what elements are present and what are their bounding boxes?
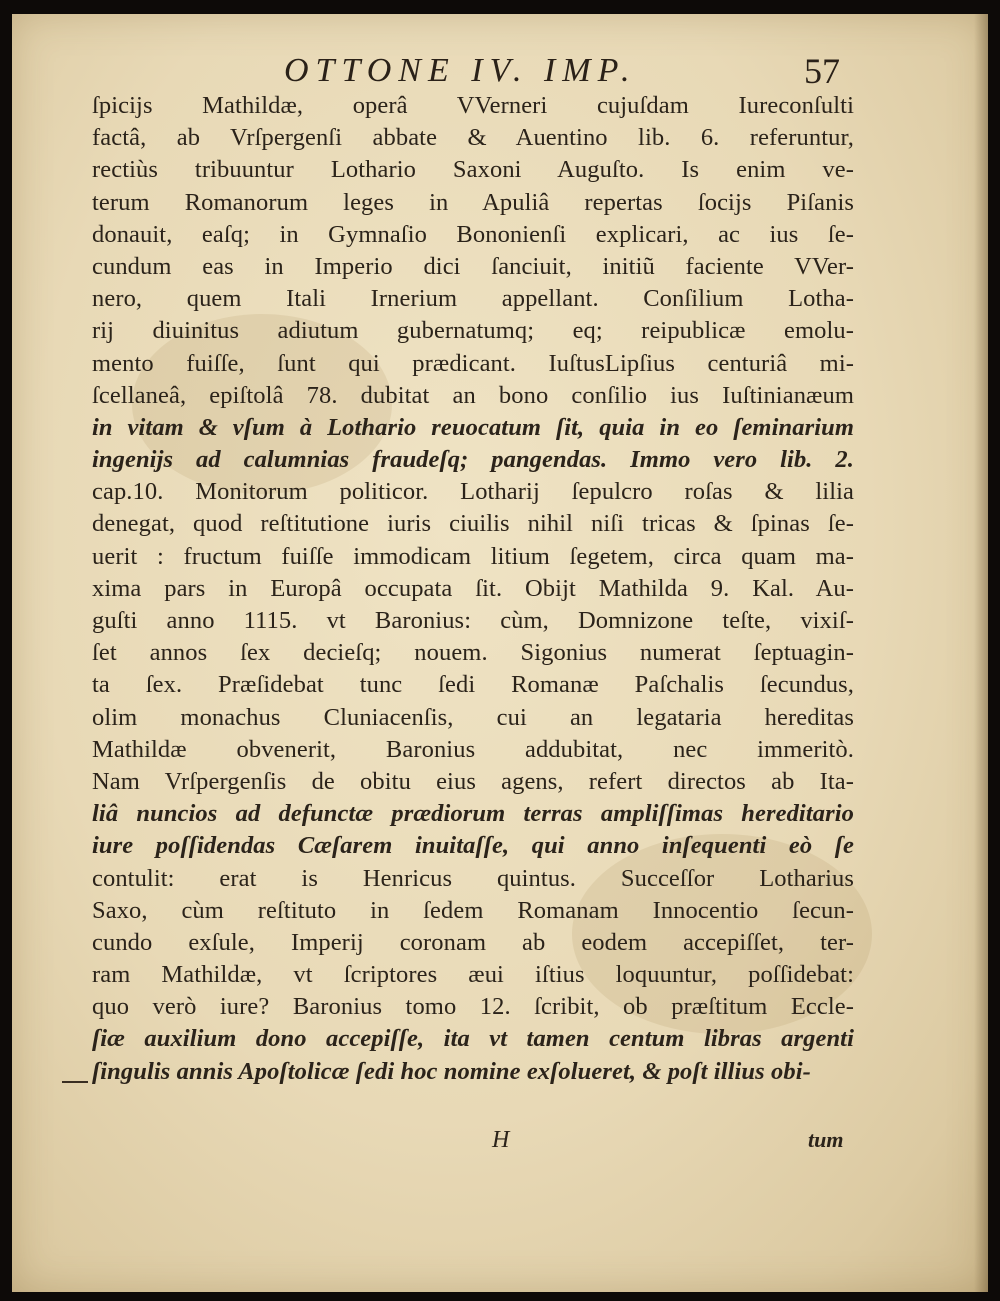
text-line: cap.10. Monitorum politicor. Lotharij ſepulcro roſas & lilia (92, 478, 854, 506)
margin-mark (62, 1081, 88, 1083)
page-number: 57 (804, 51, 840, 91)
text-line: in vitam & vſum à Lothario reuocatum ſit, quia in eo ſeminarium (92, 413, 854, 441)
text-line: ta ſex. Præſidebat tunc ſedi Romanæ Paſchalis ſecundus, (92, 671, 854, 699)
text-line: uerit : fructum fuiſſe immodicam litium ſegetem, circa quam ma- (92, 542, 854, 570)
text-line: liâ nuncios ad defunctæ prædiorum terras ampliſſimas hereditario (92, 800, 854, 828)
text-line: nero, quem Itali Irnerium appellant. Conſilium Lotha- (92, 285, 854, 313)
text-line: rectiùs tribuuntur Lothario Saxoni Auguſto. Is enim ve- (92, 156, 854, 184)
book-page (12, 14, 988, 1292)
text-line: ram Mathildæ, vt ſcriptores æui iſtius loquuntur, poſſidebat: (92, 961, 854, 989)
text-line: ſet annos ſex decieſq; nouem. Sigonius numerat ſeptuagin- (92, 639, 854, 667)
text-line: cundo exſule, Imperij coronam ab eodem accepiſſet, ter- (92, 928, 854, 956)
text-line: Saxo, cùm reſtituto in ſedem Romanam Innocentio ſecun- (92, 896, 854, 924)
text-line: cundum eas in Imperio dici ſanciuit, initiũ faciente VVer- (92, 252, 854, 280)
text-line: ingenijs ad calumnias fraudeſq; pangendas. Immo vero lib. 2. (92, 446, 854, 474)
signature-mark: H (492, 1127, 510, 1153)
text-line: contulit: erat is Henricus quintus. Succeſſor Lotharius (92, 864, 854, 892)
text-line: xima pars in Europâ occupata ſit. Obijt Mathilda 9. Kal. Au- (92, 574, 854, 602)
text-line: guſti anno 1115. vt Baronius: cùm, Domnizone teſte, vixiſ- (92, 607, 854, 634)
text-line: denegat, quod reſtitutione iuris ciuilis nihil niſi tricas & ſpinas ſe- (92, 510, 854, 538)
text-line: rij diuinitus adiutum gubernatumq; eq; reipublicæ emolu- (92, 317, 854, 345)
text-line: ſiæ auxilium dono accepiſſe, ita vt tamen centum libras argenti (92, 1025, 854, 1053)
running-head: OTTONE IV. IMP. (284, 52, 637, 89)
text-line: ſingulis annis Apoſtolicæ ſedi hoc nomine exſolueret, & poſt illius obi- (92, 1057, 811, 1085)
catchword: tum (808, 1127, 844, 1152)
text-line: Mathildæ obvenerit, Baronius addubitat, nec immeritò. (92, 735, 854, 763)
text-line: donauit, eaſq; in Gymnaſio Bononienſi explicari, ac ius ſe- (92, 220, 854, 248)
text-line: ſcellaneâ, epiſtolâ 78. dubitat an bono conſilio ius Iuſtinianæum (92, 381, 854, 409)
page-footer (12, 1127, 988, 1163)
page-edge-shadow (974, 14, 988, 1292)
text-line: Nam Vrſpergenſis de obitu eius agens, refert directos ab Ita- (92, 767, 854, 795)
text-line: olim monachus Cluniacenſis, cui an legataria hereditas (92, 703, 854, 731)
text-line: iure poſſidendas Cæſarem inuitaſſe, qui anno inſequenti eò ſe (92, 832, 854, 860)
text-line: mento fuiſſe, ſunt qui prædicant. IuſtusLipſius centuriâ mi- (92, 349, 854, 377)
text-line: ſpicijs Mathildæ, operâ VVerneri cujuſdam Iureconſulti (92, 92, 854, 119)
text-line: terum Romanorum leges in Apuliâ repertas ſocijs Piſanis (92, 188, 854, 216)
body-text (92, 90, 854, 1088)
text-line: quo verò iure? Baronius tomo 12. ſcribit, ob præſtitum Eccle- (92, 993, 854, 1021)
text-line: factâ, ab Vrſpergenſi abbate & Auentino lib. 6. referuntur, (92, 124, 854, 152)
